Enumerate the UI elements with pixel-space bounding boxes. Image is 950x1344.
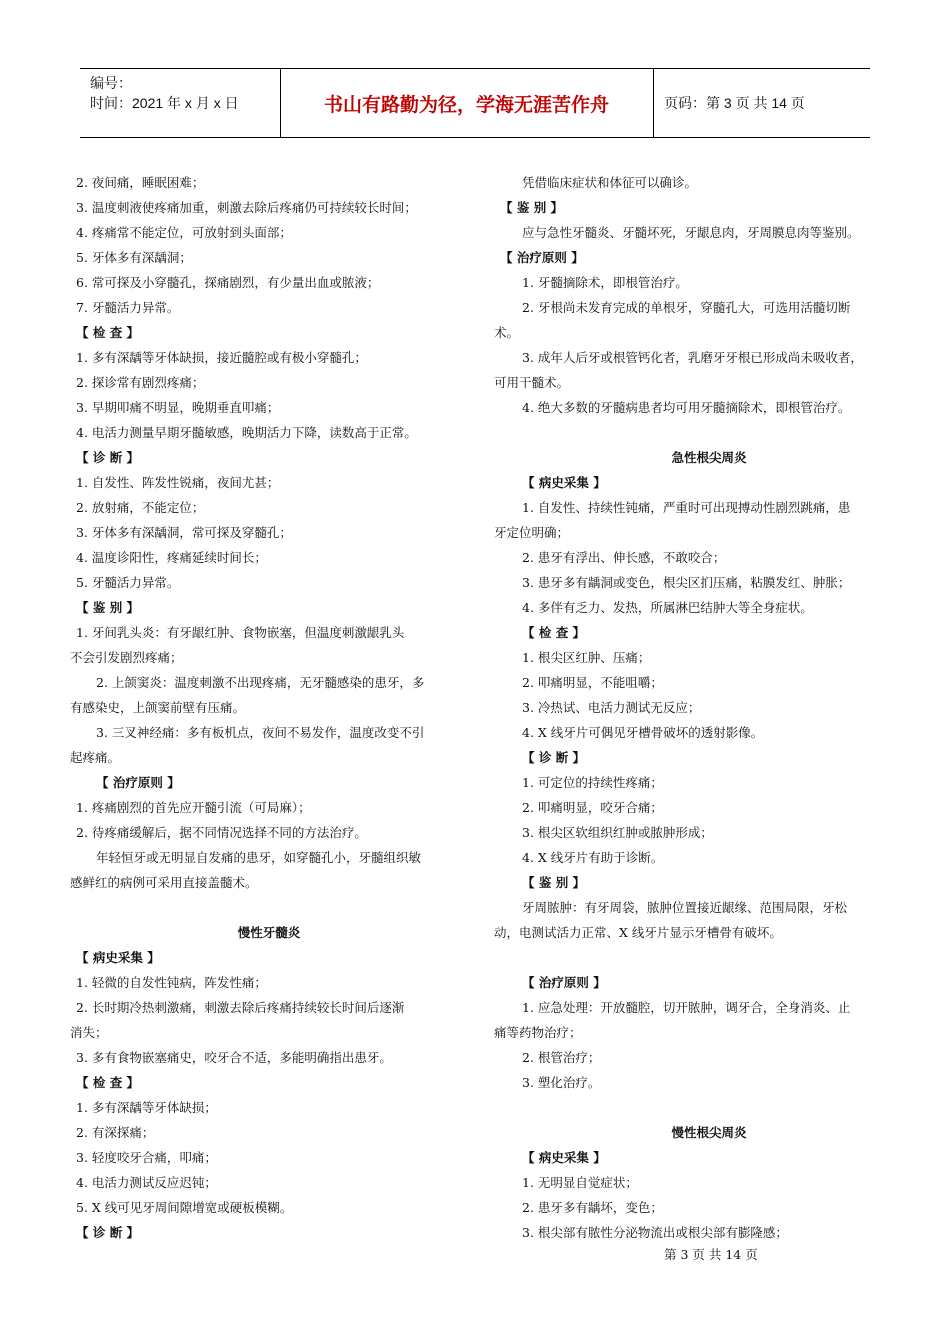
text-line: 2. 放射痛，不能定位； — [76, 500, 205, 515]
text-line: 2. 夜间痛，睡眠困难； — [76, 175, 205, 190]
text-line: 2. 患牙有浮出、伸长感，不敢咬合； — [522, 550, 726, 565]
header-info-cell — [80, 69, 281, 137]
subsection-heading: 【 诊 断 】 — [522, 750, 586, 765]
text-line: 4. 疼痛常不能定位，可放射到头面部； — [76, 225, 292, 240]
text-line: 3. 轻度咬牙合痛，叩痛； — [76, 1150, 217, 1165]
text-line: 感鲜红的病例可采用直接盖髓术。 — [70, 875, 258, 890]
text-line: 痛等药物治疗； — [494, 1025, 582, 1040]
subsection-heading: 【 检 查 】 — [76, 1075, 140, 1090]
text-line: 3. 三叉神经痛：多有板机点，夜间不易发作，温度改变不引 — [96, 725, 425, 740]
text-line: 4. 电活力测量早期牙髓敏感，晚期活力下降，读数高于正常。 — [76, 425, 417, 440]
date-label: 时间：2021 年 x 月 x 日 — [90, 95, 239, 111]
text-line: 7. 牙髓活力异常。 — [76, 300, 180, 315]
text-line: 2. 牙根尚未发育完成的单根牙，穿髓孔大，可选用活髓切断 — [522, 300, 851, 315]
serial-label: 编号： — [90, 75, 132, 91]
text-line: 2. 有深探痛； — [76, 1125, 155, 1140]
section-title: 慢性牙髓炎 — [237, 925, 301, 940]
subsection-heading: 【 治疗原则 】 — [96, 775, 180, 790]
subsection-heading: 【 鉴 别 】 — [500, 200, 564, 215]
page-header — [80, 68, 870, 138]
motto-text: 书山有路勤为径，学海无涯苦作舟 — [323, 93, 609, 116]
text-line: 起疼痛。 — [70, 750, 121, 765]
text-line: 有感染史，上颌窦前壁有压痛。 — [70, 700, 246, 715]
text-line: 3. 塑化治疗。 — [522, 1075, 601, 1090]
text-line: 牙定位明确； — [494, 525, 570, 540]
text-line: 3. 根尖区软组织红肿或脓肿形成； — [522, 825, 713, 840]
text-line: 动，电测试活力正常、X 线牙片显示牙槽骨有破坏。 — [494, 925, 782, 940]
text-line: 3. 早期叩痛不明显，晚期垂直叩痛； — [76, 400, 280, 415]
text-line: 1. 无明显自觉症状； — [522, 1175, 638, 1190]
subsection-heading: 【 检 查 】 — [76, 325, 140, 340]
text-line: 1. 牙髓摘除术，即根管治疗。 — [522, 275, 688, 290]
text-line: 5. 牙髓活力异常。 — [76, 575, 180, 590]
text-line: 应与急性牙髓炎、牙髓坏死，牙龈息肉，牙周膜息肉等鉴别。 — [522, 225, 860, 240]
subsection-heading: 【 治疗原则 】 — [500, 250, 584, 265]
right-column — [494, 170, 924, 1245]
text-line: 4. X 线牙片可偶见牙槽骨破坏的透射影像。 — [522, 725, 764, 740]
text-line: 消失； — [70, 1025, 108, 1040]
text-line: 4. 多伴有乏力、发热，所属淋巴结肿大等全身症状。 — [522, 600, 813, 615]
text-line: 3. 成年人后牙或根管钙化者，乳磨牙牙根已形成尚未吸收者， — [522, 350, 863, 365]
text-line: 1. 疼痛剧烈的首先应开髓引流（可局麻）； — [76, 800, 311, 815]
text-line: 4. X 线牙片有助于诊断。 — [522, 850, 664, 865]
text-line: 6. 常可探及小穿髓孔，探痛剧烈，有少量出血或脓液； — [76, 275, 380, 290]
text-line: 2. 叩痛明显，咬牙合痛； — [522, 800, 663, 815]
subsection-heading: 【 鉴 别 】 — [76, 600, 140, 615]
page-footer: 第 3 页 共 14 页 — [664, 1247, 758, 1262]
text-line: 牙周脓肿：有牙周袋，脓肿位置接近龈缘、范围局限，牙松 — [522, 900, 848, 915]
subsection-heading: 【 治疗原则 】 — [522, 975, 606, 990]
text-line: 2. 患牙多有龋坏，变色； — [522, 1200, 663, 1215]
text-line: 可用干髓术。 — [494, 375, 570, 390]
text-line: 4. 温度诊阳性，疼痛延续时间长； — [76, 550, 267, 565]
text-line: 4. 绝大多数的牙髓病患者均可用牙髓摘除术，即根管治疗。 — [522, 400, 851, 415]
text-line: 5. X 线可见牙周间隙增宽或硬板模糊。 — [76, 1200, 293, 1215]
left-column — [70, 170, 468, 1245]
text-line: 2. 探诊常有剧烈疼痛； — [76, 375, 205, 390]
page-number: 页码：第 3 页 共 14 页 — [664, 95, 805, 111]
text-line: 术。 — [494, 325, 520, 340]
text-line: 凭借临床症状和体征可以确诊。 — [522, 175, 698, 190]
text-line — [494, 1095, 924, 1120]
text-line: 1. 根尖区红肿、压痛； — [522, 650, 651, 665]
text-line: 2. 根管治疗； — [522, 1050, 601, 1065]
subsection-heading: 【 病史采集 】 — [522, 475, 606, 490]
subsection-heading: 【 诊 断 】 — [76, 450, 140, 465]
text-line: 5. 牙体多有深龋洞； — [76, 250, 192, 265]
header-motto-cell — [280, 69, 654, 137]
text-line: 1. 应急处理：开放髓腔，切开脓肿，调牙合，全身消炎、止 — [522, 1000, 851, 1015]
header-page-cell — [654, 69, 870, 137]
text-line: 不会引发剧烈疼痛； — [70, 650, 183, 665]
section-title: 急性根尖周炎 — [671, 450, 747, 465]
text-line: 3. 患牙多有龋洞或变色，根尖区扪压痛，粘膜发红、肿胀； — [522, 575, 851, 590]
text-line: 2. 待疼痛缓解后，据不同情况选择不同的方法治疗。 — [76, 825, 367, 840]
subsection-heading: 【 鉴 别 】 — [522, 875, 586, 890]
subsection-heading: 【 诊 断 】 — [76, 1225, 140, 1240]
text-line: 2. 长时期冷热刺激痛，刺激去除后疼痛持续较长时间后逐渐 — [76, 1000, 405, 1015]
text-line — [70, 895, 468, 920]
text-line: 1. 牙间乳头炎：有牙龈红肿、食物嵌塞，但温度刺激龈乳头 — [76, 625, 405, 640]
subsection-heading: 【 病史采集 】 — [76, 950, 160, 965]
text-line: 2. 上颌窦炎：温度刺激不出现疼痛，无牙髓感染的患牙，多 — [96, 675, 425, 690]
text-line — [494, 420, 924, 445]
text-line: 3. 根尖部有脓性分泌物流出或根尖部有膨隆感； — [522, 1225, 788, 1240]
text-line: 2. 叩痛明显，不能咀嚼； — [522, 675, 663, 690]
text-line: 1. 自发性、阵发性锐痛，夜间尤甚； — [76, 475, 280, 490]
text-line: 1. 自发性、持续性钝痛，严重时可出现搏动性剧烈跳痛，患 — [522, 500, 851, 515]
text-line: 1. 多有深龋等牙体缺损，接近髓腔或有极小穿髓孔； — [76, 350, 367, 365]
text-line: 3. 多有食物嵌塞痛史，咬牙合不适，多能明确指出患牙。 — [76, 1050, 392, 1065]
section-title: 慢性根尖周炎 — [671, 1125, 747, 1140]
text-line: 3. 冷热试、电活力测试无反应； — [522, 700, 701, 715]
subsection-heading: 【 病史采集 】 — [522, 1150, 606, 1165]
text-line: 1. 多有深龋等牙体缺损； — [76, 1100, 217, 1115]
text-line: 1. 轻微的自发性钝病，阵发性痛； — [76, 975, 267, 990]
text-line: 年轻恒牙或无明显自发痛的患牙，如穿髓孔小，牙髓组织敏 — [96, 850, 422, 865]
text-line: 4. 电活力测试反应迟钝； — [76, 1175, 217, 1190]
text-line: 1. 可定位的持续性疼痛； — [522, 775, 663, 790]
subsection-heading: 【 检 查 】 — [522, 625, 586, 640]
text-line: 3. 牙体多有深龋洞，常可探及穿髓孔； — [76, 525, 292, 540]
text-line — [494, 945, 924, 970]
text-line: 3. 温度刺液使疼痛加重，刺激去除后疼痛仍可持续较长时间； — [76, 200, 417, 215]
